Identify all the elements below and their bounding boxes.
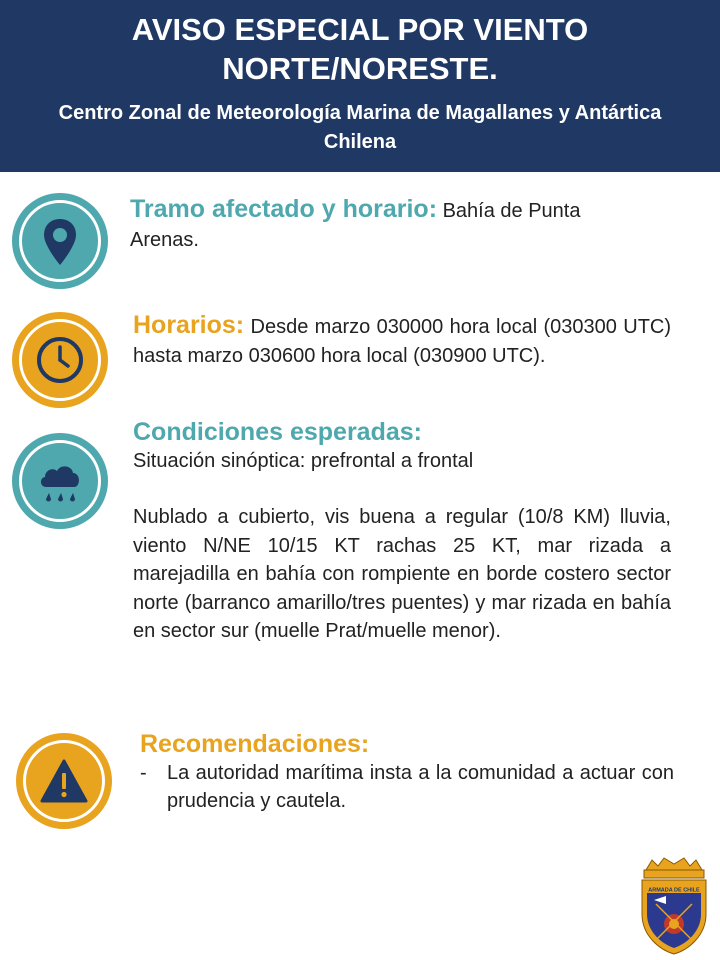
condiciones-section [133, 418, 671, 646]
armada-crest-icon [636, 856, 712, 956]
recomendacion-item [140, 759, 674, 816]
situacion-sinoptica: Situación sinóptica: prefrontal a frontal [133, 449, 474, 472]
header-banner [0, 0, 720, 172]
condiciones-text: Nublado a cubierto, vis buena a regular (10/8 KM) lluvia, viento N/NE 10/15 KT rachas 25 KT, mar rizada a marejadilla en bahía con rompiente en borde costero sector norte (barranco amarillo/tres puentes) y mar rizada en bahía en sector sur (muelle Prat/muelle menor). [133, 506, 671, 642]
warning-circle [16, 733, 112, 829]
rain-circle [12, 433, 108, 529]
horarios-heading: Horarios: [133, 311, 245, 339]
page-title: AVISO ESPECIAL POR VIENTO NORTE/NORESTE. [131, 12, 589, 86]
tramo-heading: Tramo afectado y horario: [130, 195, 438, 223]
tramo-section [130, 195, 650, 254]
rain-cloud-icon [30, 451, 90, 511]
clock-circle [12, 312, 108, 408]
condiciones-heading: Condiciones esperadas: [133, 418, 422, 446]
crest-text: ARMADA DE CHILE [648, 887, 700, 894]
recomendacion-text: La autoridad marítima insta a la comunidad a actuar con prudencia y cautela. [167, 761, 674, 812]
horarios-text: Desde marzo 030000 hora local (030300 UTC) hasta marzo 030600 hora local (030900 UTC). [133, 316, 672, 367]
recomendaciones-heading: Recomendaciones: [140, 730, 370, 758]
recomendaciones-section [140, 730, 674, 816]
page-subtitle: Centro Zonal de Meteorología Marina de Magallanes y Antártica Chilena [58, 102, 662, 153]
location-circle [12, 193, 108, 289]
clock-icon [30, 330, 90, 390]
tramo-text: Bahía de Punta Arenas. [130, 200, 581, 251]
location-pin-icon [30, 211, 90, 271]
horarios-section [133, 311, 671, 370]
bullet-dash: - [140, 761, 147, 784]
warning-icon [34, 751, 94, 811]
